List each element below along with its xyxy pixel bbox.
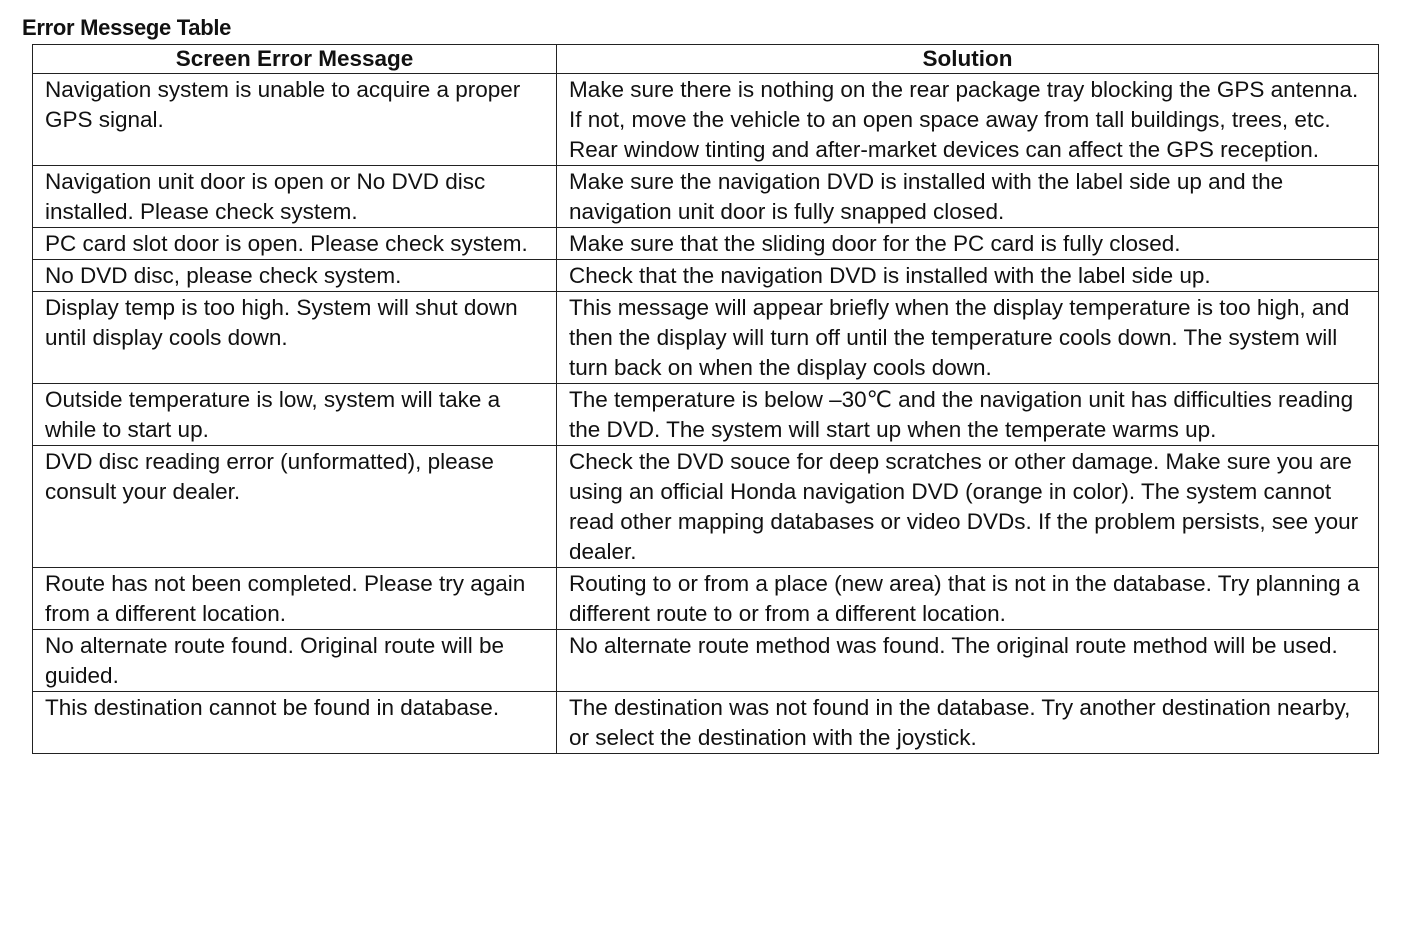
solution-text: This message will appear briefly when the display temperature is too high, and then the display will turn off until the temperature cools down. The system will turn back on when the display cools down. bbox=[569, 295, 1350, 380]
table-row bbox=[33, 260, 1379, 292]
solution-cell bbox=[557, 260, 1379, 292]
table-row bbox=[33, 74, 1379, 166]
solution-text: Make sure the navigation DVD is installed with the label side up and the navigation unit door is fully snapped closed. bbox=[569, 169, 1284, 224]
solution-cell bbox=[557, 692, 1379, 754]
solution-text: If not, move the vehicle to an open space away from tall buildings, trees, etc. bbox=[569, 107, 1331, 132]
screen-error-message-cell: No DVD disc, please check system. bbox=[33, 260, 557, 292]
solution-cell bbox=[557, 568, 1379, 630]
screen-error-message-cell: No alternate route found. Original route will be guided. bbox=[33, 630, 557, 692]
solution-cell bbox=[557, 292, 1379, 384]
solution-text: The destination was not found in the database. Try another destination nearby, or select the destination with the joystick. bbox=[569, 695, 1351, 750]
screen-error-message-cell: PC card slot door is open. Please check system. bbox=[33, 228, 557, 260]
table-body bbox=[33, 74, 1379, 754]
table-row bbox=[33, 630, 1379, 692]
screen-error-message-cell: DVD disc reading error (unformatted), please consult your dealer. bbox=[33, 446, 557, 568]
solution-cell bbox=[557, 630, 1379, 692]
solution-text: Make sure there is nothing on the rear package tray blocking the GPS antenna. bbox=[569, 77, 1359, 102]
screen-error-message-cell: Navigation unit door is open or No DVD disc installed. Please check system. bbox=[33, 166, 557, 228]
solution-text: Check that the navigation DVD is installed with the label side up. bbox=[569, 263, 1211, 288]
solution-cell bbox=[557, 446, 1379, 568]
solution-cell bbox=[557, 384, 1379, 446]
solution-text: The temperature is below –30℃ and the navigation unit has difficulties reading the DVD. The system will start up when the temperate warms up. bbox=[569, 387, 1354, 442]
table-header-row bbox=[33, 45, 1379, 74]
table-row bbox=[33, 446, 1379, 568]
screen-error-message-cell: Outside temperature is low, system will take a while to start up. bbox=[33, 384, 557, 446]
page-title: Error Messege Table bbox=[22, 15, 232, 40]
solution-cell bbox=[557, 74, 1379, 166]
table-row bbox=[33, 228, 1379, 260]
solution-text: Make sure that the sliding door for the PC card is fully closed. bbox=[569, 231, 1181, 256]
solution-cell bbox=[557, 228, 1379, 260]
solution-text: Routing to or from a place (new area) that is not in the database. Try planning a different route to or from a different location. bbox=[569, 571, 1360, 626]
solution-text: No alternate route method was found. The original route method will be used. bbox=[569, 633, 1338, 658]
table-row bbox=[33, 568, 1379, 630]
screen-error-message-cell: Display temp is too high. System will shut down until display cools down. bbox=[33, 292, 557, 384]
solution-text: Check the DVD souce for deep scratches or other damage. Make sure you are using an official Honda navigation DVD (orange in color). The system cannot read other mapping databases or video DVDs. If the problem persists, see your dealer. bbox=[569, 449, 1359, 564]
solution-cell bbox=[557, 166, 1379, 228]
table-row bbox=[33, 692, 1379, 754]
table-row bbox=[33, 384, 1379, 446]
error-message-table bbox=[32, 44, 1379, 754]
column-header-solution: Solution bbox=[557, 45, 1379, 74]
screen-error-message-cell: This destination cannot be found in database. bbox=[33, 692, 557, 754]
solution-text: Rear window tinting and after-market devices can affect the GPS reception. bbox=[569, 137, 1319, 162]
screen-error-message-cell: Route has not been completed. Please try again from a different location. bbox=[33, 568, 557, 630]
table-row bbox=[33, 292, 1379, 384]
column-header-screen-error-message: Screen Error Message bbox=[33, 45, 557, 74]
table-row bbox=[33, 166, 1379, 228]
screen-error-message-cell: Navigation system is unable to acquire a proper GPS signal. bbox=[33, 74, 557, 166]
